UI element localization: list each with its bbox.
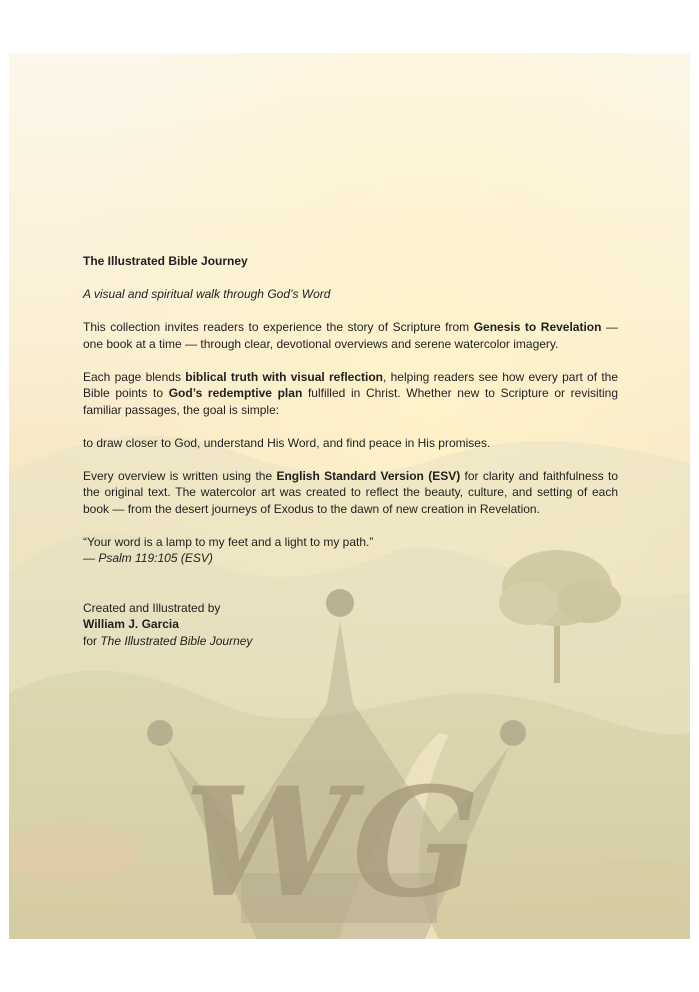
document-subtitle: A visual and spiritual walk through God’s Word	[83, 287, 331, 301]
quote-reference: — Psalm 119:105 (ESV)	[83, 551, 213, 565]
document-title: The Illustrated Bible Journey	[83, 254, 248, 268]
esv-paragraph: Every overview is written using the English Standard Version (ESV) for clarity and faithfulness to the original text. The watercolor art was created to reflect the beauty, culture, and setting of each book — from the desert journeys of Exodus to the dawn of new creation in Revelation.	[83, 468, 618, 516]
credits	[83, 600, 618, 650]
author-name: William J. Garcia	[83, 617, 179, 631]
goal-paragraph: to draw closer to God, understand His Word, and find peace in His promises.	[83, 435, 491, 450]
logo-letters: WG	[183, 755, 481, 931]
scripture-quote	[83, 534, 618, 567]
document-body	[83, 253, 618, 649]
document-page	[9, 53, 690, 939]
credit-line: Created and Illustrated by	[83, 600, 221, 615]
quote-text: “Your word is a lamp to my feet and a light to my path.”	[83, 534, 374, 549]
blend-paragraph: Each page blends biblical truth with visual reflection, helping readers see how every part of the Bible points to God’s redemptive plan fulfilled in Christ. Whether new to Scripture or revisiting familiar passages, the goal is simple:	[83, 369, 619, 417]
intro-paragraph: This collection invites readers to experience the story of Scripture from Genesis to Revelation — one book at a time — through clear, devotional overviews and serene watercolor imagery.	[83, 320, 619, 351]
credit-for: for The Illustrated Bible Journey	[83, 633, 253, 648]
